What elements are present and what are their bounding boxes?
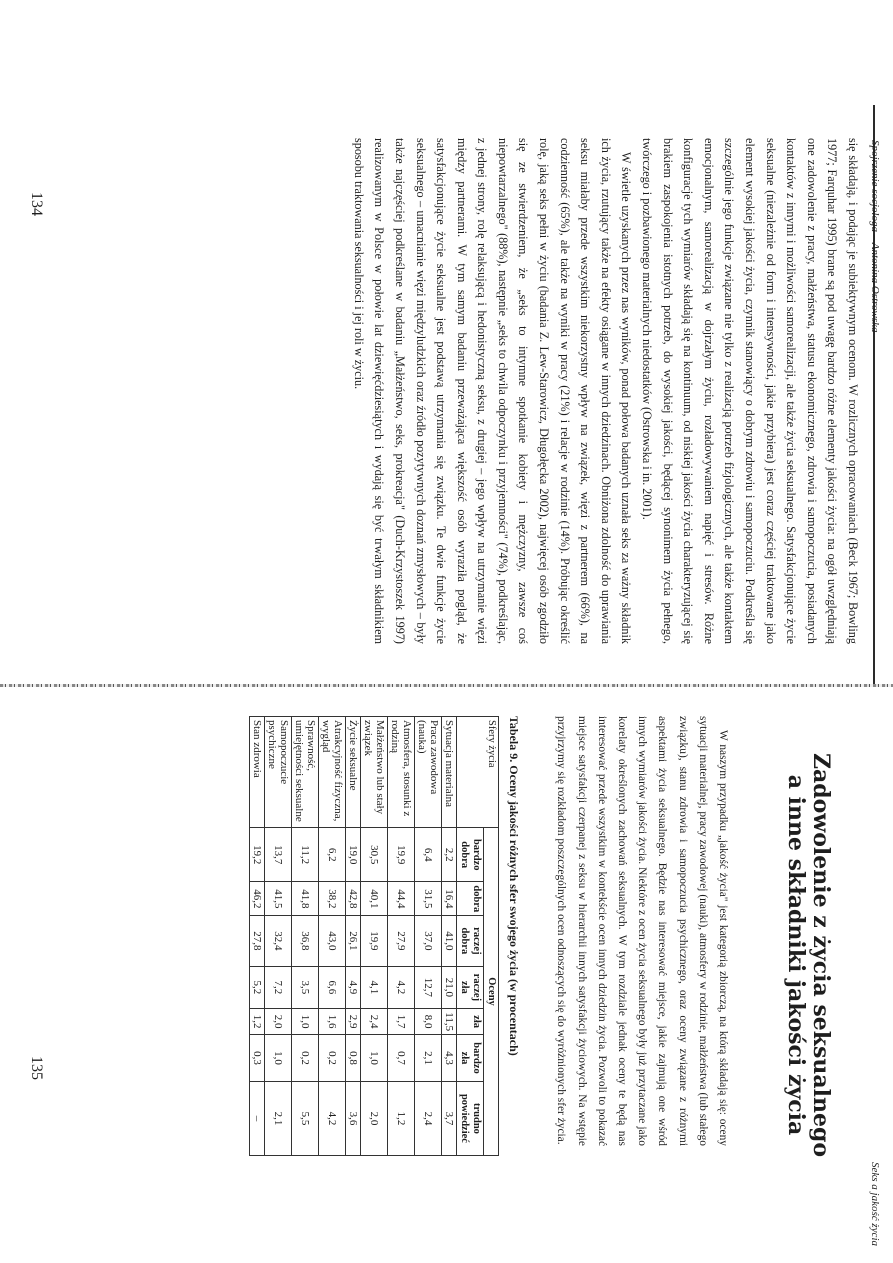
table-cell: 11,2 xyxy=(292,828,319,882)
table-cell: 21,0 xyxy=(442,966,457,1009)
table-row xyxy=(250,717,265,1156)
table-cell: 5,2 xyxy=(250,966,265,1009)
table-cell: 2,1 xyxy=(415,1035,442,1082)
column-header: raczej zła xyxy=(457,966,484,1009)
table-cell: 42,8 xyxy=(346,882,361,916)
table-cell: 6,2 xyxy=(319,828,346,882)
table-row xyxy=(265,717,292,1156)
table-cell: 2,4 xyxy=(361,1009,388,1035)
table-cell: – xyxy=(250,1081,265,1155)
sfera-header: Sfery życia xyxy=(457,717,499,828)
table-cell: 41,0 xyxy=(442,916,457,966)
table-row xyxy=(442,717,457,1156)
table-cell: 1,2 xyxy=(250,1009,265,1035)
section-title: Zadowolenie z życia seksualnego a inne składniki jakości życia xyxy=(783,752,834,1158)
table-cell: 19,9 xyxy=(361,916,388,966)
table-cell: 7,2 xyxy=(265,966,292,1009)
row-label: Atmosfera, stosunki z rodziną xyxy=(388,717,415,828)
table-cell: 46,2 xyxy=(250,882,265,916)
table-row xyxy=(319,717,346,1156)
table-cell: 2,0 xyxy=(265,1009,292,1035)
table-cell: 4,1 xyxy=(361,966,388,1009)
oceny-header: Oceny xyxy=(484,828,499,1156)
table-cell: 16,4 xyxy=(442,882,457,916)
row-label: Praca zawodowa (nauka) xyxy=(415,717,442,828)
table-cell: 41,8 xyxy=(292,882,319,916)
page-number-left: 134 xyxy=(28,192,45,216)
table-cell: 0,7 xyxy=(388,1035,415,1082)
table-cell: 37,0 xyxy=(415,916,442,966)
table-cell: 4,2 xyxy=(319,1081,346,1155)
table-cell: 19,9 xyxy=(388,828,415,882)
table-cell: 3,5 xyxy=(292,966,319,1009)
row-label: Stan zdrowia xyxy=(250,717,265,828)
table-cell: 0,8 xyxy=(346,1035,361,1082)
table-caption: Tabela 9. Oceny jakości różnych sfer swojego życia (w procentach) xyxy=(507,716,521,1056)
table-cell: 2,2 xyxy=(442,828,457,882)
table-row xyxy=(388,717,415,1156)
table-cell: 19,0 xyxy=(346,828,361,882)
table-cell: 38,2 xyxy=(319,882,346,916)
page-number-right: 135 xyxy=(28,1056,45,1080)
table-cell: 1,7 xyxy=(388,1009,415,1035)
left-running-header: Spojrzenie socjologa – Antonina Ostrowska xyxy=(869,140,881,333)
column-header: bardzo dobra xyxy=(457,828,484,882)
row-label: Życie seksualne xyxy=(346,717,361,828)
table-cell: 1,6 xyxy=(319,1009,346,1035)
table-cell: 1,0 xyxy=(265,1035,292,1082)
column-header: trudno powiedzieć xyxy=(457,1081,484,1155)
table-cell: 2,9 xyxy=(346,1009,361,1035)
right-running-header: Seks a jakość życia xyxy=(869,1162,881,1246)
table-cell: 19,2 xyxy=(250,828,265,882)
table-cell: 4,3 xyxy=(442,1035,457,1082)
table-cell: 2,0 xyxy=(361,1081,388,1155)
table-row xyxy=(415,717,442,1156)
gutter-scan-line xyxy=(0,684,893,687)
column-header: zła xyxy=(457,1009,484,1035)
table-cell: 11,5 xyxy=(442,1009,457,1035)
table-cell: 5,5 xyxy=(292,1081,319,1155)
paragraph: się składają, i podając je subiektywnym ocenom. W rozlicznych opracowaniach (Beck 1967; Bowling 1977; Farquhar 1995) brane są pod uwagę bardzo różne elementy jakości życia: na ogół uwzględniają one zadowolenie z pracy, małżeństwa, statusu ekonomicznego, zdrowia i samopoczucia, posiadanych kontaktów z innymi i możliwości samorealizacji, ale także życia seksualnego. Satysfakcjonujące życie seksualne (niezależnie od form i intensywności, jakie przybiera) jest coraz częściej traktowane jako element wysokiej jakości życia, czynnik stanowiący o dobrym zdrowiu i samopoczuciu. Podkreśla się szczególnie jego funkcje związane nie tylko z realizacją potrzeb fizjologicznych, ale także kontaktem emocjonalnym, samorealizacją w dojrzałym życiu, rozładowywaniem napięć i stresów. Różne konfiguracje tych wymiarów składają się na kontinuum, od niskiej jakości życia charakteryzującej się brakiem zaspokojenia istotnych potrzeb, do wysokiej jakości, będącej synonimem życia pełnego, twórczego i pozbawionego materialnych niedostatków (Ostrowska i in. 2001). xyxy=(640,138,860,644)
table-cell: 31,5 xyxy=(415,882,442,916)
table-cell: 27,9 xyxy=(388,916,415,966)
table-header-row xyxy=(484,717,499,1156)
table-cell: 1,0 xyxy=(292,1009,319,1035)
table-cell: 44,4 xyxy=(388,882,415,916)
table-cell: 8,0 xyxy=(415,1009,442,1035)
table-cell: 0,2 xyxy=(292,1035,319,1082)
table-row xyxy=(292,717,319,1156)
table-cell: 1,0 xyxy=(361,1035,388,1082)
column-header: dobra xyxy=(457,882,484,916)
table-row xyxy=(361,717,388,1156)
right-page-text xyxy=(551,716,733,1146)
table-cell: 40,1 xyxy=(361,882,388,916)
table-cell: 13,7 xyxy=(265,828,292,882)
paragraph: W świetle uzyskanych przez nas wyników, ponad połowa badanych uznała seks za ważny składnik ich życia, rzutujący także na efekty osiągane w innych dziedzinach. Obniżona zdolność do uprawiania seksu miałaby przede wszystkim niekorzystny wpływ na związek, więzi z partnerem (66%), na codzienność (65%), ale także na wyniki w pracy (21%) i relacje w rodzinie (14%). Próbując określić rolę, jaką seks pełni w życiu (badania Z. Lew-Starowicz, Długołęcka 2002), najwięcej osób zgodziło się ze stwierdzeniem, że „seks to intymne spotkanie kobiety i mężczyzny, zawsze coś niepowtarzalnego" (88%), następnie „seks to chwila odpoczynku i przyjemności" (74%), podkreślając, z jednej strony, rolę relaksującą i hedonistyczną seksu, z drugiej – jego wpływ na utrzymanie więzi między partnerami. W tym samym badaniu przeważająca większość osób wyraziła pogląd, że satysfakcjonujące życie seksualne jest podstawą utrzymania się związku. Te dwie funkcje życie seksualnego – umacnianie więzi międzyludzkich oraz źródło pozytywnych doznań zmysłowych – były także najczęściej podkreślane w badaniu „Małżeństwo, seks, prokreacja" (Duch-Krzystoszek 1997) realizowanym w Polsce w połowie lat dziewięćdziesiątych i wydają się być trwałym składnikiem sposobu traktowania seksualności i jej roli w życiu. xyxy=(351,138,634,644)
table-cell: 0,2 xyxy=(319,1035,346,1082)
column-header: bardzo zła xyxy=(457,1035,484,1082)
table-cell: 3,7 xyxy=(442,1081,457,1155)
table-cell: 3,6 xyxy=(346,1081,361,1155)
table-cell: 36,8 xyxy=(292,916,319,966)
table-cell: 2,4 xyxy=(415,1081,442,1155)
column-header: raczej dobra xyxy=(457,916,484,966)
row-label: Samopoczucie psychiczne xyxy=(265,717,292,828)
ratings-table xyxy=(249,716,499,1156)
table-cell: 4,2 xyxy=(388,966,415,1009)
table-cell: 1,2 xyxy=(388,1081,415,1155)
table-cell: 27,8 xyxy=(250,916,265,966)
table-cell: 12,7 xyxy=(415,966,442,1009)
left-page-text xyxy=(348,138,863,644)
table-row xyxy=(346,717,361,1156)
paragraph: W naszym przypadku „jakość życia" jest kategorią zbiorczą, na którą składają się: oceny sytuacji materialnej, pracy zawodowej (nauki), atmosfery w rodzinie, małżeństwa (lub stałego związku), stanu zdrowia i samopoczucia psychicznego, oraz oceny związane z różnymi aspektami życia seksualnego. Będzie nas interesować miejsce, jakie zajmują one wśród innych wymiarów jakości życia. Niektóre z ocen życia seksualnego były już przytaczane jako korelaty określonych zachowań seksualnych. W tym rozdziale jednak oceny te będą nas interesować przede wszystkim w kontekście ocen innych dziedzin życia. Pozwoli to pokazać miejsce satysfakcji czerpanej z seksu w hierarchii innych satysfakcji życiowych. Na wstępie przyjrzymy się rozkładom poszczególnych ocen odnoszących się do wyróżnionych sfer życia. xyxy=(555,716,729,1146)
table-cell: 6,6 xyxy=(319,966,346,1009)
row-label: Małżeństwo lub stały związek xyxy=(361,717,388,828)
row-label: Sytuacja materialna xyxy=(442,717,457,828)
table-cell: 0,3 xyxy=(250,1035,265,1082)
row-label: Sprawność, umiejętności seksualne xyxy=(292,717,319,828)
table-cell: 6,4 xyxy=(415,828,442,882)
table-cell: 2,1 xyxy=(265,1081,292,1155)
table-cell: 41,5 xyxy=(265,882,292,916)
table-cell: 4,9 xyxy=(346,966,361,1009)
row-label: Atrakcyjność fizyczna, wygląd xyxy=(319,717,346,828)
table-cell: 26,1 xyxy=(346,916,361,966)
table-cell: 30,5 xyxy=(361,828,388,882)
table-body xyxy=(250,717,457,1156)
table-cell: 32,4 xyxy=(265,916,292,966)
table-cell: 43,0 xyxy=(319,916,346,966)
